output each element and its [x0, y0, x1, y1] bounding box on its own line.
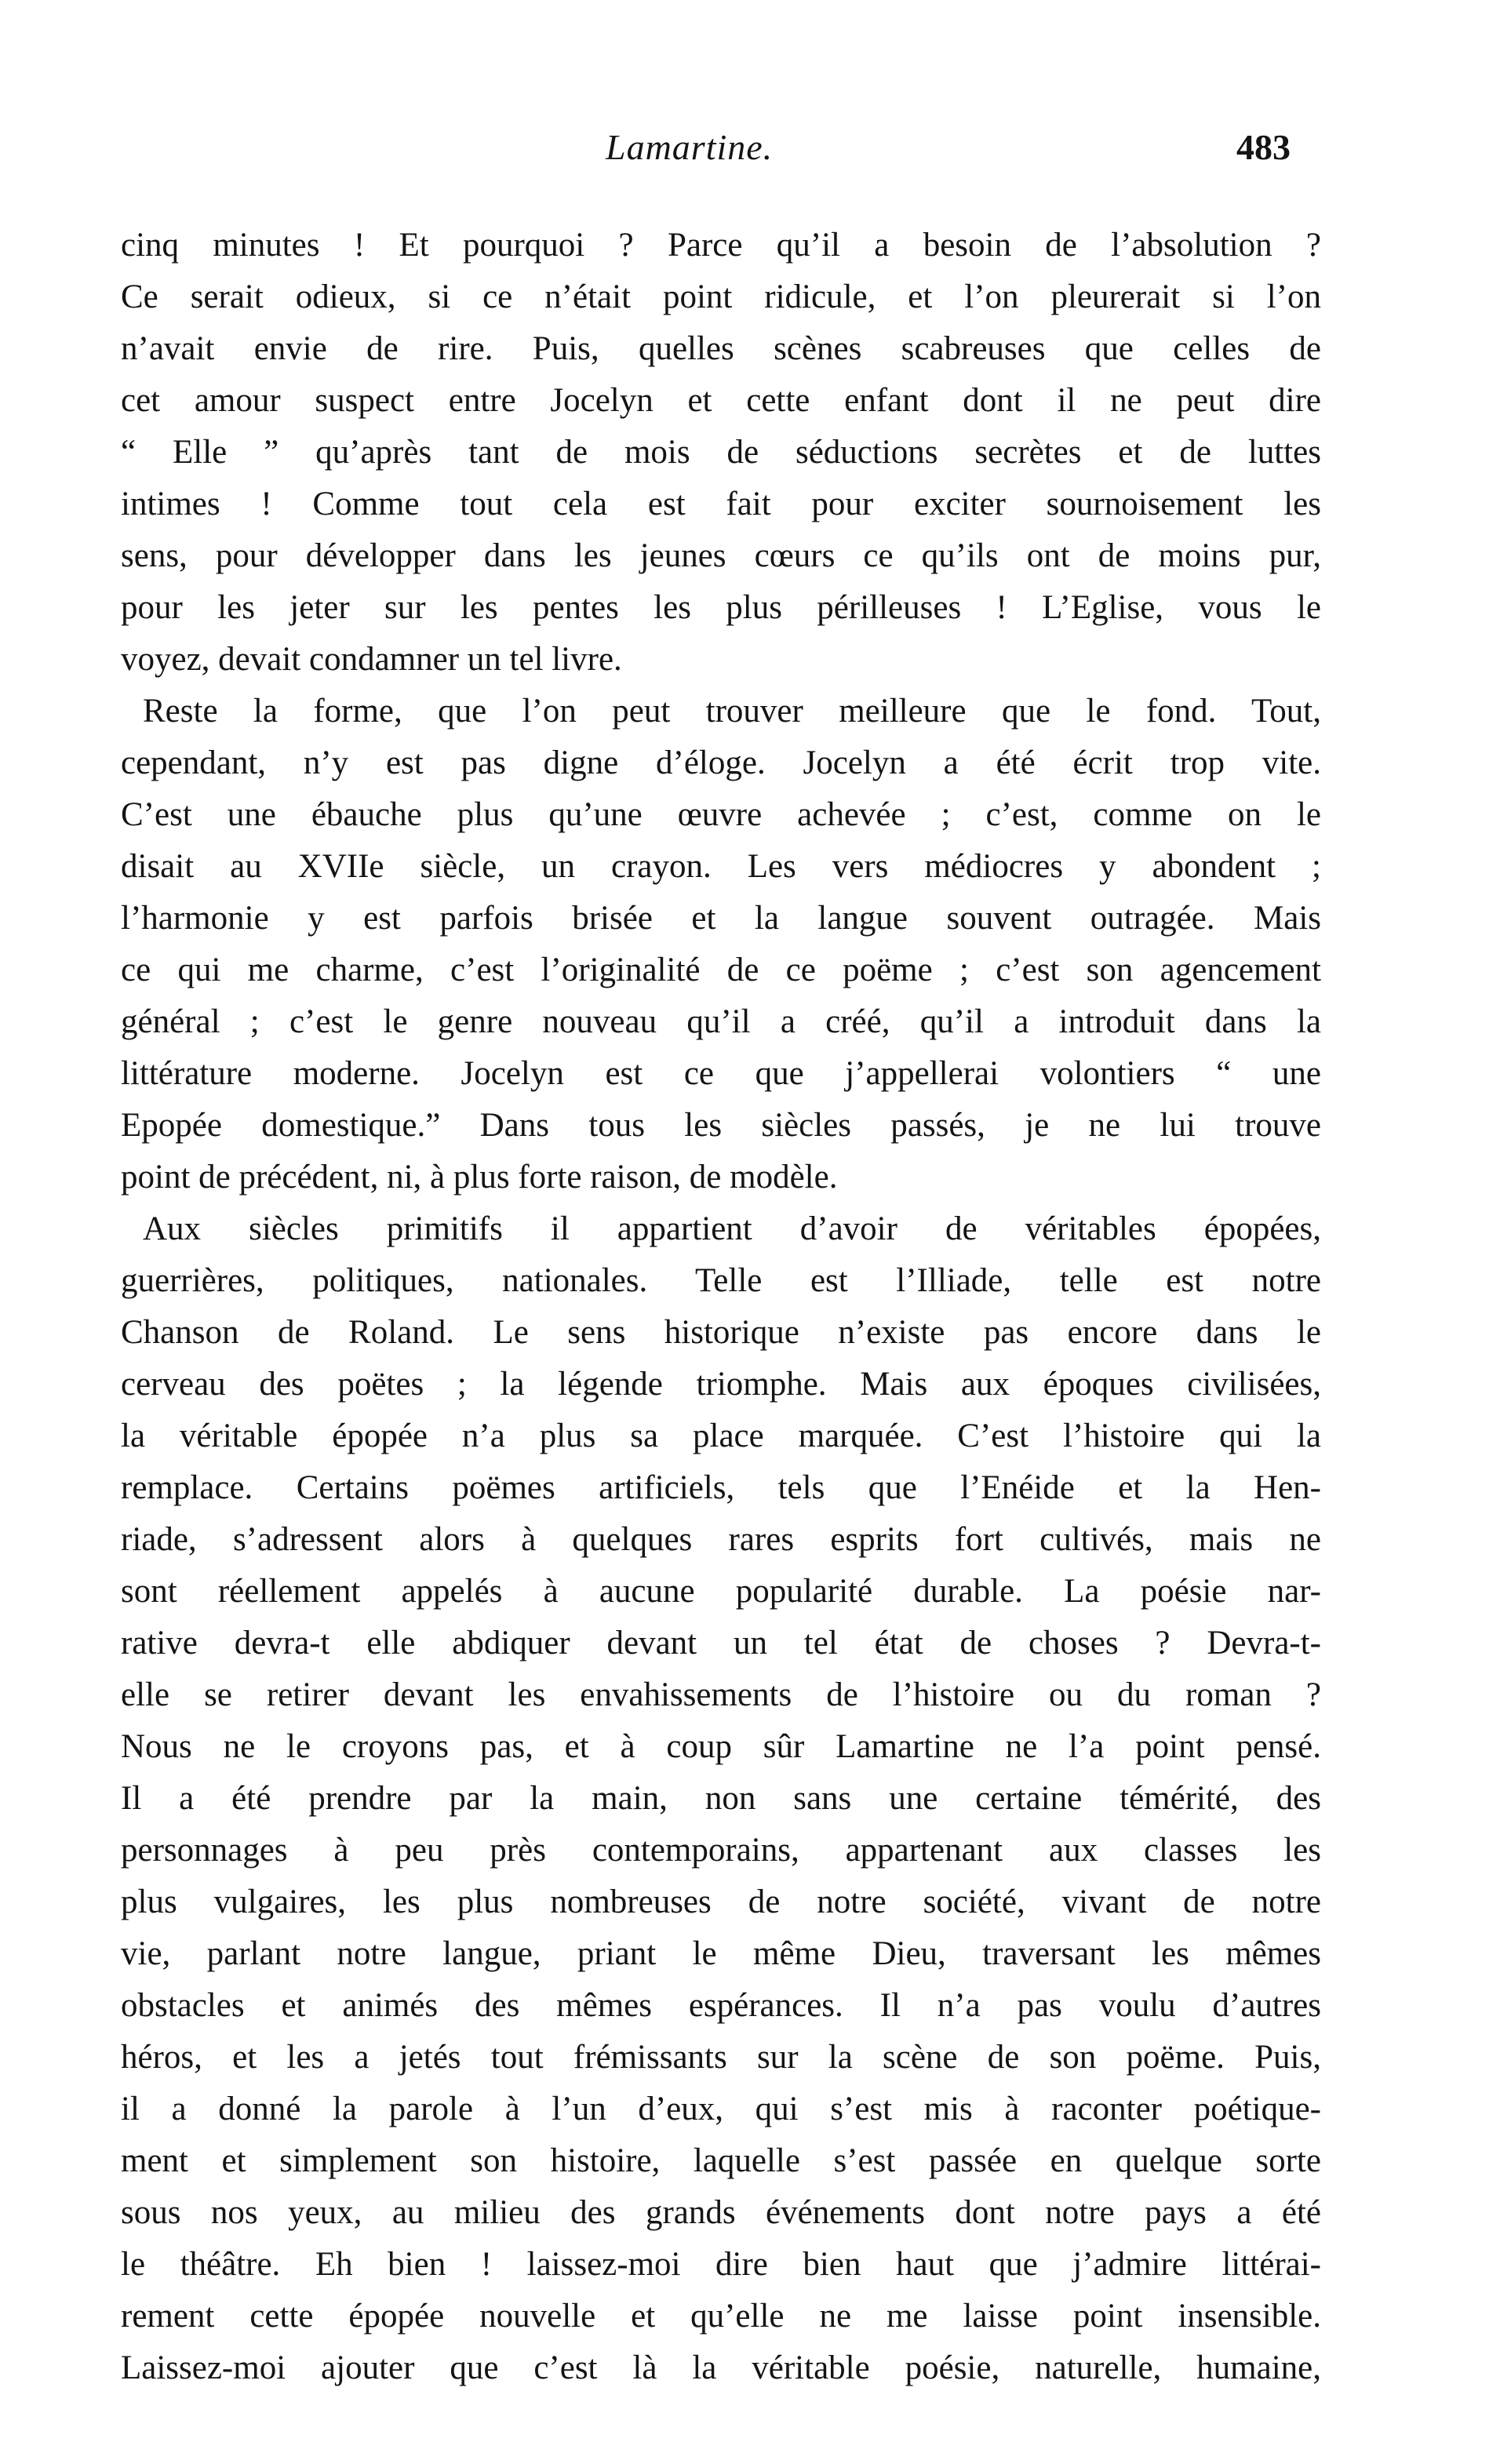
text-line: elle se retirer devant les envahissements de l’histoire ou du roman ? [121, 1676, 1321, 1713]
text-line: pour les jeter sur les pentes les plus périlleuses ! L’Eglise, vous le [121, 589, 1321, 626]
text-line: C’est une ébauche plus qu’une œuvre achevée ; c’est, comme on le [121, 796, 1321, 833]
text-line: Laissez-moi ajouter que c’est là la véritable poésie, naturelle, humaine, [121, 2349, 1321, 2386]
text-line: “ Elle ” qu’après tant de mois de séductions secrètes et de luttes [121, 434, 1321, 471]
text-line: sont réellement appelés à aucune popularité durable. La poésie nar- [121, 1573, 1321, 1610]
running-title: Lamartine. [606, 127, 774, 167]
text-line: guerrières, politiques, nationales. Telle est l’Illiade, telle est notre [121, 1262, 1321, 1299]
page-number: 483 [1236, 127, 1291, 167]
text-line: vie, parlant notre langue, priant le même Dieu, traversant les mêmes [121, 1935, 1321, 1972]
text-line: rative devra-t elle abdiquer devant un tel état de choses ? Devra-t- [121, 1625, 1321, 1661]
text-line: Chanson de Roland. Le sens historique n’existe pas encore dans le [121, 1314, 1321, 1351]
text-line: remplace. Certains poëmes artificiels, tels que l’Enéide et la Hen- [121, 1469, 1321, 1506]
body-text [121, 220, 1321, 2394]
text-line: l’harmonie y est parfois brisée et la langue souvent outragée. Mais [121, 900, 1321, 937]
text-line: intimes ! Comme tout cela est fait pour exciter sournoisement les [121, 486, 1321, 522]
text-line: il a donné la parole à l’un d’eux, qui s’est mis à raconter poétique- [121, 2091, 1321, 2127]
text-line: général ; c’est le genre nouveau qu’il a créé, qu’il a introduit dans la [121, 1003, 1321, 1040]
text-line: Aux siècles primitifs il appartient d’avoir de véritables épopées, [143, 1210, 1321, 1247]
text-line: sous nos yeux, au milieu des grands événements dont notre pays a été [121, 2194, 1321, 2231]
text-line: littérature moderne. Jocelyn est ce que j’appellerai volontiers “ une [121, 1055, 1321, 1092]
text-line: cinq minutes ! Et pourquoi ? Parce qu’il a besoin de l’absolution ? [121, 227, 1321, 264]
text-line: la véritable épopée n’a plus sa place marquée. C’est l’histoire qui la [121, 1418, 1321, 1454]
text-line: ce qui me charme, c’est l’originalité de ce poëme ; c’est son agencement [121, 952, 1321, 988]
text-line: Ce serait odieux, si ce n’était point ridicule, et l’on pleurerait si l’on [121, 278, 1321, 315]
text-line: Epopée domestique.” Dans tous les siècles passés, je ne lui trouve [121, 1107, 1321, 1144]
text-line: Il a été prendre par la main, non sans une certaine témérité, des [121, 1780, 1321, 1817]
text-line: héros, et les a jetés tout frémissants sur la scène de son poëme. Puis, [121, 2039, 1321, 2076]
text-line: rement cette épopée nouvelle et qu’elle ne me laisse point insensible. [121, 2298, 1321, 2335]
text-line: riade, s’adressent alors à quelques rares esprits fort cultivés, mais ne [121, 1521, 1321, 1558]
text-line: plus vulgaires, les plus nombreuses de notre société, vivant de notre [121, 1883, 1321, 1920]
text-line: Nous ne le croyons pas, et à coup sûr Lamartine ne l’a point pensé. [121, 1728, 1321, 1765]
text-line: ment et simplement son histoire, laquelle s’est passée en quelque sorte [121, 2142, 1321, 2179]
text-line: sens, pour développer dans les jeunes cœurs ce qu’ils ont de moins pur, [121, 537, 1321, 574]
text-line: voyez, devait condamner un tel livre. [121, 641, 622, 678]
page-header [0, 124, 1500, 179]
text-line: cet amour suspect entre Jocelyn et cette enfant dont il ne peut dire [121, 382, 1321, 419]
text-line: le théâtre. Eh bien ! laissez-moi dire bien haut que j’admire littérai- [121, 2246, 1321, 2283]
text-line: obstacles et animés des mêmes espérances. Il n’a pas voulu d’autres [121, 1987, 1321, 2024]
text-line: n’avait envie de rire. Puis, quelles scènes scabreuses que celles de [121, 330, 1321, 367]
text-line: personnages à peu près contemporains, appartenant aux classes les [121, 1832, 1321, 1869]
text-line: cerveau des poëtes ; la légende triomphe. Mais aux époques civilisées, [121, 1366, 1321, 1403]
text-line: cependant, n’y est pas digne d’éloge. Jocelyn a été écrit trop vite. [121, 744, 1321, 781]
text-line: point de précédent, ni, à plus forte raison, de modèle. [121, 1159, 838, 1196]
text-line: disait au XVIIe siècle, un crayon. Les vers médiocres y abondent ; [121, 848, 1321, 885]
text-line: Reste la forme, que l’on peut trouver meilleure que le fond. Tout, [143, 693, 1321, 730]
